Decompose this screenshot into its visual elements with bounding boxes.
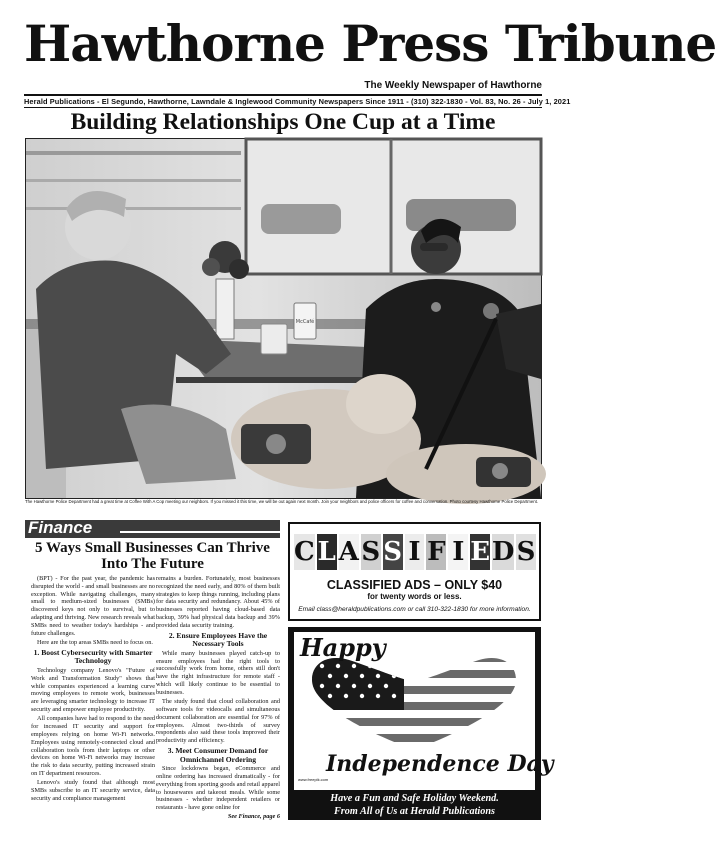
classifieds-letter-tiles: [294, 534, 536, 572]
holiday-art-credit: www.freepik.com: [298, 777, 329, 782]
article-paragraph: All companies have had to respond to the need for increased IT security and support for employees relying on home Wi-Fi networks. Employees using remotely-connected cloud and collaboration tools from their laptops or other devices on home Wi-Fi networks may increase the risk to data security, putting increased strain on IT department resources.: [31, 715, 155, 777]
classifieds-letter-tile: A: [339, 534, 359, 570]
classifieds-letter-tile: L: [317, 534, 337, 570]
classifieds-letter-tile: E: [470, 534, 490, 570]
article-paragraph: The study found that cloud collaboration and software tools for videocalls and simultaneous document collaboration are essential for 97% of employees. Almost two-thirds of survey respondents also said these tools improved their productivity and efficiency.: [156, 698, 280, 745]
article-paragraph: remains a burden. Fortunately, most businesses recognized the need early, and 80% of them built strategies to keep things running, including plans for data security and redundancy. About 45% of businesses reported having cloud-based data backup, 39% had physical data backup and 39% provided data security training.: [156, 575, 280, 629]
holiday-message: [288, 793, 541, 818]
classifieds-letter-tile: S: [361, 534, 381, 570]
classifieds-subtitle: for twenty words or less.: [367, 592, 462, 601]
classifieds-letter-tile: I: [405, 534, 425, 570]
article-paragraph: While many businesses played catch-up to ensure employees had the right tools to successfully work from home, others still don't have the right infrastructure for remote staff - which will likely continue to be essential to businesses.: [156, 649, 280, 696]
masthead-info-line: Herald Publications - El Segundo, Hawthorne, Lawndale & Inglewood Community Newspapers Since 1911 - (310) 322-1830 - Vol. 83, No. 26 - July 1, 2021: [24, 97, 571, 106]
finance-article-column-1: [31, 575, 155, 804]
article-subhead: 3. Meet Consumer Demand for Omnichannel Ordering: [167, 745, 269, 764]
masthead-rule-top: [24, 94, 542, 96]
article-paragraph: Technology company Lenovo's "Future of Work and Transformation Study" shows that while companies experienced a learning curve moving employees to remote work, businesses are leveraging smarter technology to increase IT security and empower employee productivity.: [31, 666, 155, 713]
classifieds-letter-tile: C: [294, 534, 315, 570]
classifieds-title: CLASSIFIED ADS – ONLY $40: [326, 578, 503, 592]
continued-link[interactable]: See Finance, page 6: [227, 813, 280, 821]
article-subhead: 2. Ensure Employees Have the Necessary Tools: [168, 630, 268, 649]
finance-article-column-2: [156, 575, 280, 821]
article-paragraph: (BPT) - For the past year, the pandemic has disrupted the world - and small businesses are no exception. While navigating challenges, many small to medium-sized businesses (SMBs) discovered keys not only to survival, but to adapting and thriving. New research reveals what SMBs need to weather today's hardships - and future challenges.: [31, 575, 155, 637]
masthead-title: Hawthorne Press Tribune: [24, 14, 716, 73]
cup-label: McCafé: [295, 319, 315, 325]
classifieds-letter-tile: I: [448, 534, 468, 570]
classifieds-letter-tile: D: [492, 534, 514, 570]
finance-bar-rule: [120, 531, 280, 533]
holiday-independence-text: Independence Day: [326, 751, 554, 777]
photo-caption: The Hawthorne Police Department had a great time at Coffee With A Cop meeting our neighbors. If you missed it this time, we will be out again next month. Join your neighbors and police officers for coffee and conversation. Photo courtesy Hawthorne Police Department.: [25, 499, 539, 504]
masthead-subtitle: The Weekly Newspaper of Hawthorne: [364, 80, 542, 91]
front-page-photo: [25, 138, 542, 499]
front-page-headline: Building Relationships One Cup at a Time: [70, 109, 496, 135]
article-paragraph: Since lockdowns began, eCommerce and online ordering has increased dramatically - for everything from sporting goods and retail apparel to housewares and takeout meals. While some businesses - whether independent retailers or restaurants - have gone online for: [156, 765, 280, 812]
holiday-message-line: Have a Fun and Safe Holiday Weekend.: [330, 793, 499, 804]
classifieds-contact-line[interactable]: Email class@heraldpublications.com or call 310-322-1830 for more information.: [298, 606, 531, 613]
holiday-happy-text: Happy: [300, 633, 386, 662]
holiday-message-line: From All of Us at Herald Publications: [334, 805, 495, 817]
article-paragraph: Lenovo's study found that although most SMBs subscribe to an IT security service, data security and compliance management: [31, 779, 155, 802]
classifieds-letter-tile: S: [516, 534, 536, 570]
photo-illustration: [26, 139, 541, 498]
classifieds-letter-tile: F: [426, 534, 446, 570]
article-paragraph: Here are the top areas SMBs need to focus on.: [37, 638, 153, 646]
finance-section-label: Finance: [28, 518, 93, 537]
classifieds-letter-tile: S: [383, 534, 403, 570]
finance-article-headline: 5 Ways Small Businesses Can Thrive Into The Future: [35, 540, 270, 572]
article-subhead: 1. Boost Cybersecurity with Smarter Technology: [33, 647, 153, 666]
